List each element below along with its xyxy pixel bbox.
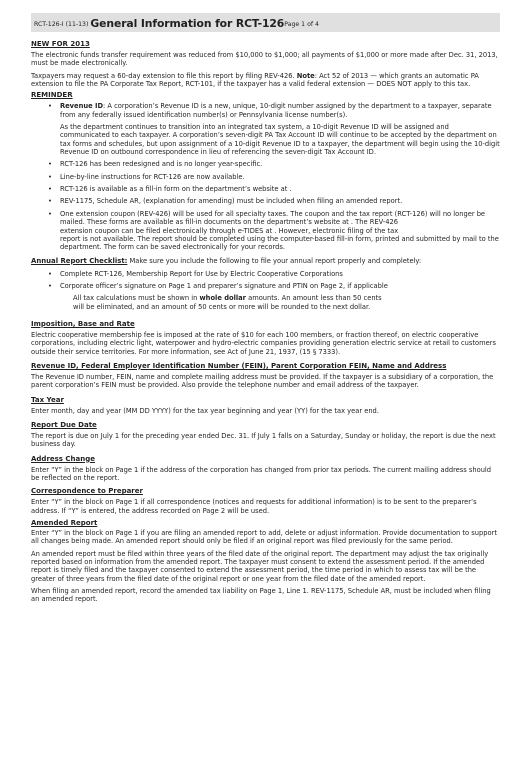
section-reminder (31, 91, 500, 251)
page-header (31, 13, 500, 32)
text-span: RCT-126 has been redesigned and is no longer year-specific. (60, 160, 263, 169)
section-heading: Report Due Date (31, 420, 97, 429)
text-span: One extension coupon (REV-426) will be used for all specialty taxes. The coupon and the tax report (RCT-126) will no longer be mailed. These forms are available as fill-in documents on the department’s website at . The REV-426 (60, 209, 486, 227)
term-label: Revenue ID (60, 102, 104, 111)
note-label: Note (296, 71, 315, 80)
text-span: REV-1175, Schedule AR, (explanation for amending) must be included when filing an amended report. (60, 197, 403, 206)
section-amended (31, 519, 500, 604)
paragraph: Enter “Y” in the block on Page 1 if you are filing an amended report to add, delete or adjust information. Provide documentation to support all changes being made. An amended report should only be filed if an original report was filed previously for the same period. (31, 529, 497, 546)
list-item (31, 197, 500, 205)
list-item (31, 210, 500, 252)
section-address-change (31, 455, 500, 483)
paragraph (31, 294, 500, 311)
document-page (0, 13, 530, 762)
bullet-icon: • (48, 209, 52, 218)
text-span: Taxpayers may request a 60-day extension to file this report by filing REV-426. (31, 71, 295, 80)
bullet-icon: • (48, 160, 52, 169)
section-heading: Amended Report (31, 519, 98, 528)
form-code: RCT-126-I (11-13) (34, 21, 89, 28)
paragraph: The electronic funds transfer requirement was reduced from $10,000 to $1,000; all payments of $1,000 or more made after Dec. 31, 2013, must be made electronically. (31, 51, 498, 68)
section-checklist (31, 257, 500, 311)
section-heading: Address Change (31, 454, 95, 463)
text-span: will be eliminated, and an amount of 50 cents or more will be rounded to the next dollar. (73, 302, 371, 311)
paragraph: Electric cooperative membership fee is imposed at the rate of $10 for each 100 members, or fraction thereof, on electric cooperative corporations, including electric light, waterpower and hydro-electric companies providing generation electric service at retail to customers outside their service territories. For more information, see Act of June 21, 1937, (15 § 7333). (31, 330, 496, 356)
text-span: Line-by-line instructions for RCT-126 are now available. (60, 172, 245, 181)
page-title: General Information for RCT-126 (90, 17, 285, 30)
list-item (31, 173, 500, 181)
section-tax-year (31, 396, 500, 415)
section-heading: NEW FOR 2013 (31, 40, 90, 48)
list-item (31, 282, 500, 290)
section-report-due (31, 421, 500, 449)
bullet-icon: • (48, 197, 52, 206)
list-item (31, 102, 500, 119)
text-span: amounts. An amount less than 50 cents (245, 294, 382, 303)
text-span: Corporate officer’s signature on Page 1 and preparer’s signature and PTIN on Page 2, if applicable (60, 281, 388, 290)
section-heading: Imposition, Base and Rate (31, 319, 135, 328)
section-heading: Annual Report Checklist: (31, 256, 128, 265)
paragraph: When filing an amended report, record the amended tax liability on Page 1, Line 1. REV-1175, Schedule AR, must be included when filing an amended report. (31, 587, 491, 604)
paragraph: An amended report must be filed within three years of the filed date of the original report. The department may adjust the tax originally reported based on information from the amended report. The taxpayer must consent to extend the assessment period. If the amended report is timely filed and the taxpayer consented to extend the assessment period, the time period in which to assess tax will be the greater of three years from the filed date of the original report or one year from the filed date of the amended report. (31, 549, 489, 583)
paragraph: Enter month, day and year (MM DD YYYY) for the tax year beginning and year (YY) for the tax year end. (31, 406, 379, 415)
bullet-icon: • (48, 102, 52, 111)
list-item (31, 270, 500, 278)
section-new-for-2013 (31, 40, 500, 88)
section-revenue-id (31, 362, 500, 390)
bullet-icon: • (48, 185, 52, 194)
section-heading: Tax Year (31, 395, 64, 404)
list-item (31, 160, 500, 168)
paragraph: Enter “Y” in the block on Page 1 if all correspondence (notices and requests for additional information) is to be sent to the preparer’s address. If “Y” is entered, the address recorded on Page 2 will be used. (31, 498, 477, 515)
text-span: extension coupon can be filed electronically through e-TIDES at . However, electronic filing of the tax (60, 226, 399, 235)
paragraph: Enter “Y” in the block on Page 1 if the address of the corporation has changed from prior tax periods. The current mailing address should be reflected on the report. (31, 465, 492, 482)
bullet-icon: • (48, 281, 52, 290)
text-span: RCT-126 is available as a fill-in form on the department’s website at . (60, 185, 292, 194)
list-item (31, 185, 500, 193)
text-span: All tax calculations must be shown in (73, 294, 200, 303)
paragraph: The Revenue ID number, FEIN, name and complete mailing address must be provided. If the taxpayer is a subsidiary of a corporation, the parent corporation’s FEIN must be provided. Also provide the telephone number and email address of the taxpayer. (31, 372, 494, 390)
text-span: report is not available. The report should be completed using the computer-based fill-in form, printed and submitted by mail to the department. The form can be saved electronically for your records. (60, 234, 499, 252)
section-heading: REMINDER (31, 91, 73, 100)
paragraph: The report is due on July 1 for the preceding year ended Dec. 31. If July 1 falls on a Saturday, Sunday or holiday, the report is due the next business day. (31, 431, 496, 449)
text-span: Complete RCT-126, Membership Report for Use by Electric Cooperative Corporations (60, 269, 343, 278)
paragraph (31, 257, 500, 266)
text-span: : A corporation’s Revenue ID is a new, unique, 10-digit number assigned by the department to a taxpayer, separate from any federally issued identification number(s) or Pennsylvania license number(s). (60, 102, 492, 119)
section-imposition (31, 320, 500, 356)
bullet-icon: • (48, 269, 52, 278)
text-span: : Act 52 of 2013 — which grants an automatic PA extension to file the PA Corporate Tax Report, RCT-101, if the taxpayer has a valid federal extension — DOES NOT apply to this tax. (31, 71, 479, 89)
paragraph: As the department continues to transition into an integrated tax system, a 10-digit Revenue ID will be assigned and communicated to each taxpayer. A corporation’s seven-digit PA Tax Account ID will continue to be accepted by the department on tax forms and schedules, but upon assignment of a 10-digit Revenue ID to a taxpayer, the department will begin using the 10-digit Revenue ID on outbound correspondence in lieu of referencing the seven-digit Tax Account ID. (60, 123, 500, 157)
page-number: Page 1 of 4 (284, 21, 319, 28)
section-correspondence (31, 487, 500, 515)
section-heading: Revenue ID, Federal Employer Identification Number (FEIN), Parent Corporation FEIN, Name and Address (31, 361, 447, 370)
text-span: Make sure you include the following to file your annual report properly and completely: (127, 256, 422, 265)
bullet-icon: • (48, 172, 52, 181)
emphasis: whole dollar (199, 294, 246, 303)
paragraph (31, 72, 500, 89)
section-heading: Correspondence to Preparer (31, 487, 143, 496)
